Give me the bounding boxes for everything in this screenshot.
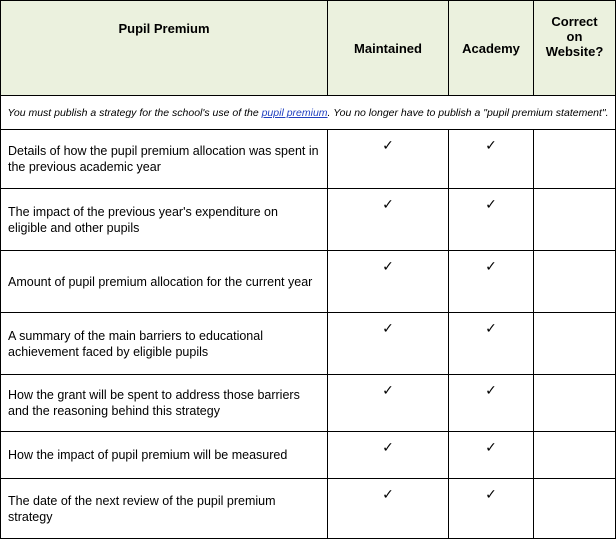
academy-check-icon: ✓ — [449, 189, 534, 251]
requirement-text: The impact of the previous year's expenditure on eligible and other pupils — [1, 189, 328, 251]
academy-check-icon: ✓ — [449, 479, 534, 539]
header-topic: Pupil Premium — [1, 1, 328, 96]
maintained-check-icon: ✓ — [328, 251, 449, 313]
table-row — [1, 130, 616, 189]
table-row — [1, 313, 616, 375]
table-row — [1, 375, 616, 432]
table-row — [1, 189, 616, 251]
correct-on-website-cell[interactable] — [534, 130, 616, 189]
header-row — [1, 1, 616, 96]
pupil-premium-link[interactable]: pupil premium — [261, 106, 328, 119]
correct-on-website-cell[interactable] — [534, 251, 616, 313]
table-row — [1, 251, 616, 313]
maintained-check-icon: ✓ — [328, 313, 449, 375]
requirement-text: How the impact of pupil premium will be measured — [1, 432, 328, 479]
academy-check-icon: ✓ — [449, 375, 534, 432]
header-maintained: Maintained — [328, 1, 449, 96]
correct-on-website-cell[interactable] — [534, 189, 616, 251]
academy-check-icon: ✓ — [449, 432, 534, 479]
maintained-check-icon: ✓ — [328, 130, 449, 189]
correct-on-website-cell[interactable] — [534, 432, 616, 479]
header-correct-line-2: on — [566, 29, 583, 44]
correct-on-website-cell[interactable] — [534, 479, 616, 539]
table-row — [1, 479, 616, 539]
correct-on-website-cell[interactable] — [534, 313, 616, 375]
maintained-check-icon: ✓ — [328, 479, 449, 539]
requirement-text: The date of the next review of the pupil premium strategy — [1, 479, 328, 539]
academy-check-icon: ✓ — [449, 130, 534, 189]
table-row — [1, 432, 616, 479]
academy-check-icon: ✓ — [449, 313, 534, 375]
note-text-before: You must publish a strategy for the school's use of the — [7, 106, 262, 119]
note-text-after: . You no longer have to publish a "pupil premium statement". — [327, 106, 609, 119]
header-correct-line-1: Correct — [551, 14, 598, 29]
maintained-check-icon: ✓ — [328, 189, 449, 251]
note-cell — [1, 96, 616, 130]
requirement-text: How the grant will be spent to address those barriers and the reasoning behind this strategy — [1, 375, 328, 432]
requirement-text: Amount of pupil premium allocation for the current year — [1, 251, 328, 313]
requirement-text: A summary of the main barriers to educational achievement faced by eligible pupils — [1, 313, 328, 375]
requirement-text: Details of how the pupil premium allocation was spent in the previous academic year — [1, 130, 328, 189]
maintained-check-icon: ✓ — [328, 375, 449, 432]
header-correct-on-website — [534, 1, 616, 96]
note-row — [1, 96, 616, 130]
header-academy: Academy — [449, 1, 534, 96]
correct-on-website-cell[interactable] — [534, 375, 616, 432]
header-correct-line-3: Website? — [545, 44, 604, 59]
maintained-check-icon: ✓ — [328, 432, 449, 479]
academy-check-icon: ✓ — [449, 251, 534, 313]
